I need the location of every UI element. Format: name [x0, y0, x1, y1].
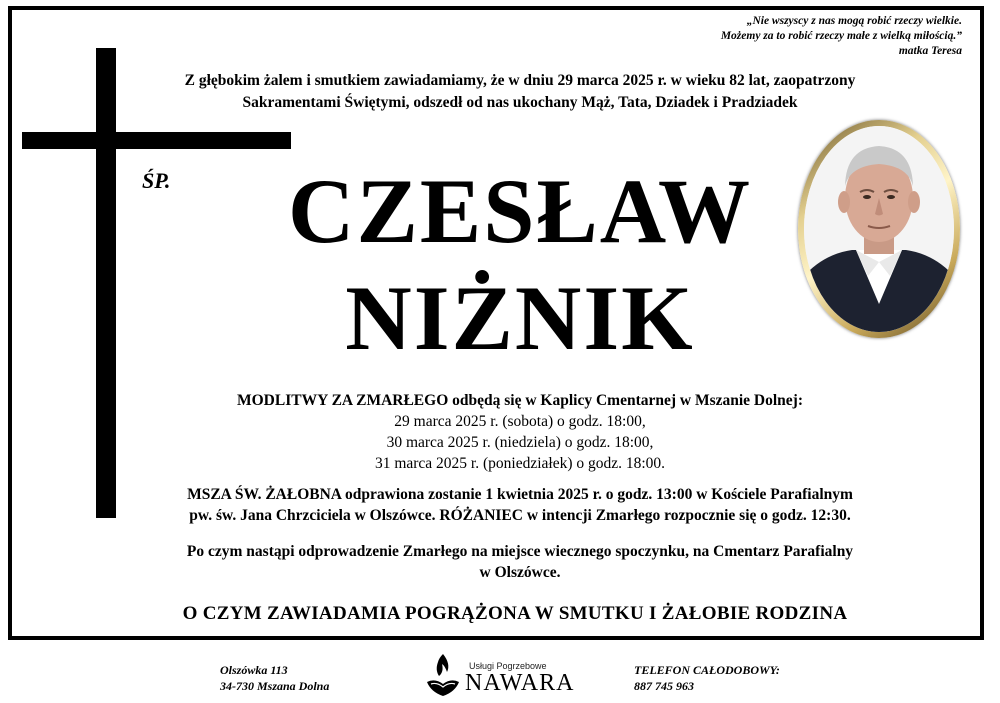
cross-icon-horizontal — [22, 132, 291, 149]
burial-line-2: w Olszówce. — [479, 564, 561, 581]
closing-statement: O CZYM ZAWIADAMIA POGRĄŻONA W SMUTKU I ŻAŁOBIE RODZINA — [182, 603, 848, 624]
deceased-last-name: NIŻNIK — [345, 267, 695, 369]
quote-block — [622, 14, 962, 59]
logo-tagline: Usługi Pogrzebowe — [469, 661, 547, 671]
funeral-home-logo — [425, 652, 575, 698]
intro-line-1: Z głębokim żalem i smutkiem zawiadamiamy, że w dniu 29 marca 2025 r. w wieku 82 lat, zaopatrzony — [184, 72, 856, 89]
mass-line-1: MSZA ŚW. ŻAŁOBNA odprawiona zostanie 1 kwietnia 2025 r. o godz. 13:00 w Kościele Parafialnym — [187, 486, 853, 503]
deceased-prefix: ŚP. — [142, 168, 171, 193]
portrait-photo — [804, 126, 954, 332]
phone-label: TELEFON CAŁODOBOWY: — [634, 663, 780, 677]
footer-phone — [634, 662, 780, 694]
prayer-date-1: 29 marca 2025 r. (sobota) o godz. 18:00, — [394, 413, 646, 430]
portrait-image — [804, 126, 954, 332]
address-line-1: Olszówka 113 — [220, 663, 288, 677]
phone-number: 887 745 963 — [634, 679, 694, 693]
prayer-date-3: 31 marca 2025 r. (poniedziałek) o godz. 18:00. — [374, 455, 666, 472]
mass-line-2: pw. św. Jana Chrzciciela w Olszówce. RÓŻANIEC w intencji Zmarłego rozpocznie się o godz. 12:30. — [189, 507, 851, 524]
prayer-date-2: 30 marca 2025 r. (niedziela) o godz. 18:00, — [386, 434, 654, 451]
quote-author: matka Teresa — [898, 45, 962, 57]
prayers-heading-rest: odbędą się w Kaplicy Cmentarnej w Mszanie Dolnej: — [448, 392, 804, 409]
address-line-2: 34-730 Mszana Dolna — [220, 679, 330, 693]
logo-name: NAWARA — [465, 670, 575, 696]
burial-line-1: Po czym nastąpi odprowadzenie Zmarłego na miejsce wiecznego spoczynku, na Cmentarz Parafialny — [186, 543, 854, 560]
portrait-frame — [798, 120, 960, 338]
footer-address — [220, 662, 329, 694]
quote-line-2: Możemy za to robić rzeczy małe z wielką miłością.” — [720, 30, 962, 42]
prayers-section — [160, 390, 880, 474]
deceased-first-name: CZESŁAW — [288, 160, 752, 262]
flame-hands-icon — [425, 652, 461, 698]
mass-section — [110, 484, 930, 526]
cross-icon-vertical — [96, 48, 116, 518]
intro-text — [140, 70, 900, 114]
quote-line-1: „Nie wszyscy z nas mogą robić rzeczy wielkie. — [746, 15, 962, 27]
intro-line-2: Sakramentami Świętymi, odszedł od nas ukochany Mąż, Tata, Dziadek i Pradziadek — [242, 94, 798, 111]
prayers-heading-line — [160, 390, 880, 411]
prayers-heading: MODLITWY ZA ZMARŁEGO — [236, 392, 449, 409]
burial-section — [110, 541, 930, 583]
